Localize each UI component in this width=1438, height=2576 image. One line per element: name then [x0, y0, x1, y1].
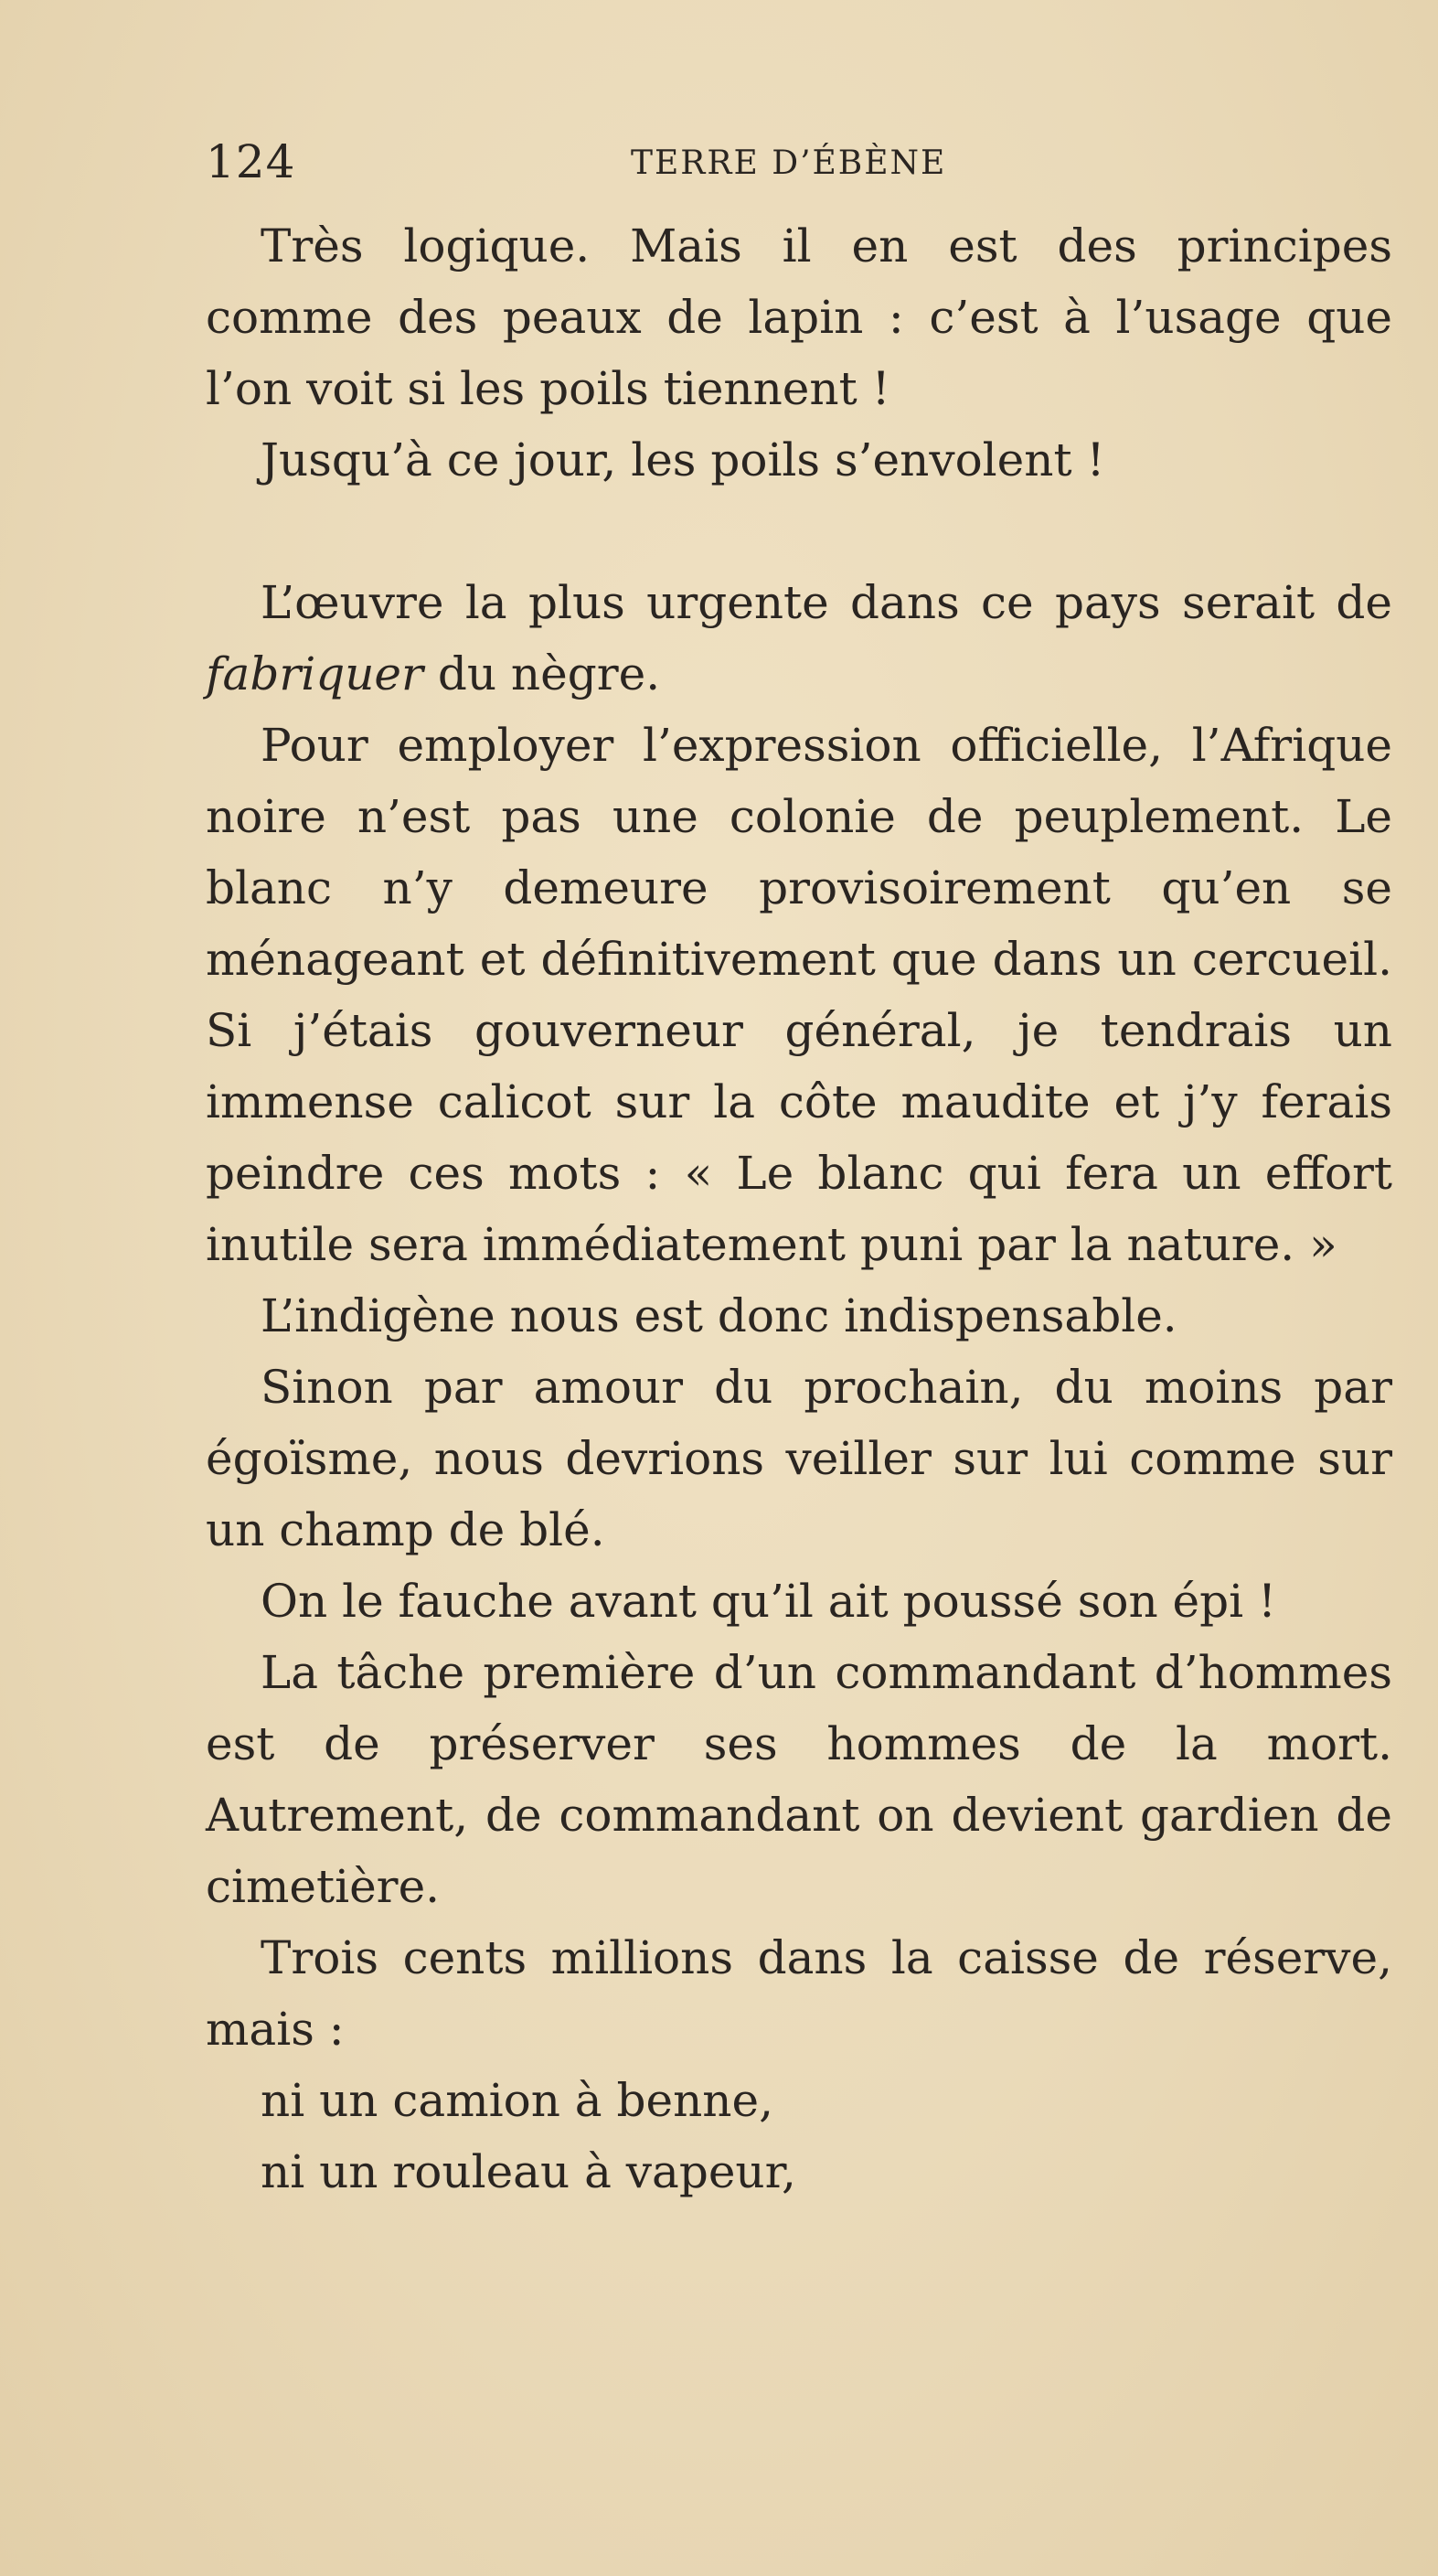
- paragraph: La tâche première d’un commandant d’hommes est de préserver ses hommes de la mort. Autrement, de commandant on devient gardien de cimetière.: [206, 1646, 1392, 1913]
- paragraph: [206, 567, 1392, 710]
- paragraph-text: L’œuvre la plus urgente dans ce pays serait de: [261, 576, 1392, 629]
- list-line: ni un rouleau à vapeur,: [261, 2145, 796, 2198]
- page-header: [206, 135, 1394, 190]
- paragraph: Trois cents millions dans la caisse de réserve, mais :: [206, 1931, 1392, 2056]
- italic-word: fabriquer: [206, 647, 423, 700]
- paragraph: Pour employer l’expression officielle, l’Afrique noire n’est pas une colonie de peuplement. Le blanc n’y demeure provisoirement qu’en se ménageant et définitivement que dans un cercueil. Si j’étais gouverneur général, je tendrais un immense calicot sur la côte maudite et j’y ferais peindre ces mots : « Le blanc qui fera un effort inutile sera immédiatement puni par la nature. »: [206, 719, 1392, 1271]
- paragraph: Jusqu’à ce jour, les poils s’envolent !: [261, 433, 1105, 486]
- paragraph: On le fauche avant qu’il ait poussé son épi !: [261, 1575, 1277, 1628]
- paragraph: L’indigène nous est donc indispensable.: [261, 1289, 1177, 1342]
- paragraph: Très logique. Mais il en est des principes comme des peaux de lapin : c’est à l’usage que l’on voit si les poils tiennent !: [206, 219, 1392, 415]
- paragraph-text: du nègre.: [422, 647, 661, 700]
- list-line: ni un camion à benne,: [261, 2074, 773, 2127]
- paragraph: Sinon par amour du prochain, du moins par égoïsme, nous devrions veiller sur lui comme sur un champ de blé.: [206, 1361, 1392, 1556]
- page-number: 124: [206, 135, 296, 188]
- body-text: [206, 210, 1392, 2207]
- running-title: TERRE D’ÉBÈNE: [631, 144, 947, 182]
